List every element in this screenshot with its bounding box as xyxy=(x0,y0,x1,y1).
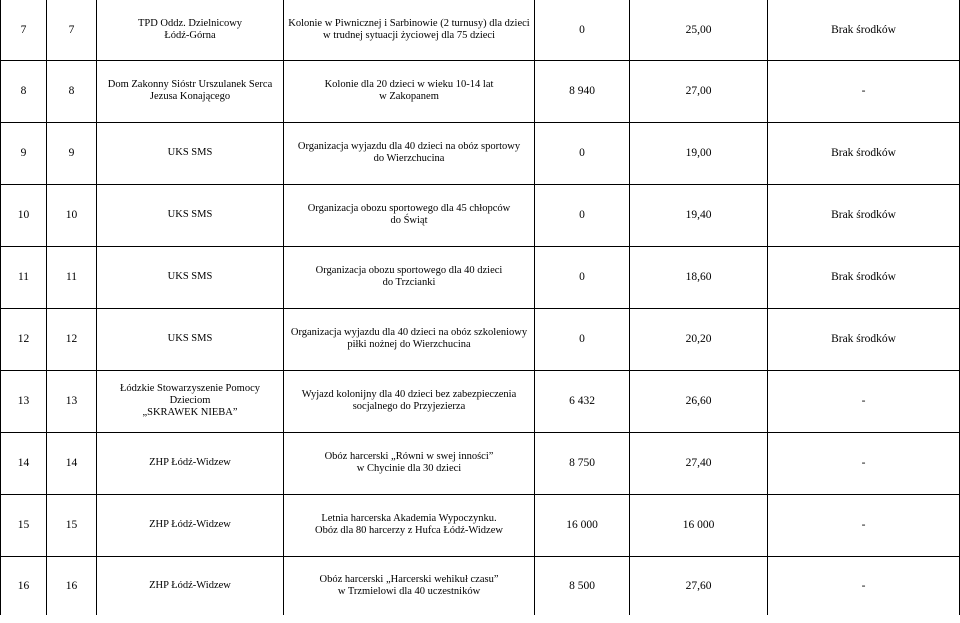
cell-lp-line-1: 15 xyxy=(17,519,30,531)
cell-rate-line-1: 20,20 xyxy=(685,333,712,345)
table-body xyxy=(1,0,960,615)
cell-rate xyxy=(630,370,768,432)
cell-rate-line-1: 26,60 xyxy=(685,395,712,407)
cell-organization xyxy=(97,246,284,308)
cell-amount xyxy=(535,556,630,615)
cell-note-line-1: Brak środków xyxy=(831,147,896,159)
cell-lp-line-1: 10 xyxy=(17,209,30,221)
cell-rate xyxy=(630,60,768,122)
cell-amount-line-1: 16 000 xyxy=(566,519,598,531)
cell-nr xyxy=(47,370,97,432)
cell-rate-line-1: 16 000 xyxy=(682,519,715,531)
cell-nr-line-1: 11 xyxy=(65,271,78,283)
cell-organization xyxy=(97,432,284,494)
cell-nr xyxy=(47,246,97,308)
cell-rate xyxy=(630,0,768,60)
cell-note xyxy=(768,308,960,370)
cell-task xyxy=(284,184,535,246)
cell-lp xyxy=(1,60,47,122)
cell-task xyxy=(284,370,535,432)
cell-amount-line-1: 8 940 xyxy=(569,85,595,97)
cell-rate xyxy=(630,432,768,494)
cell-organization xyxy=(97,122,284,184)
table-row xyxy=(1,246,960,308)
cell-nr-line-1: 13 xyxy=(65,395,78,407)
cell-amount xyxy=(535,246,630,308)
cell-task-line-1: Organizacja obozu sportowego dla 45 chłopców xyxy=(307,203,511,214)
cell-amount-line-1: 0 xyxy=(579,209,585,221)
cell-organization-line-1: UKS SMS xyxy=(167,147,213,158)
cell-lp xyxy=(1,122,47,184)
cell-amount xyxy=(535,0,630,60)
cell-task-line-1: Organizacja wyjazdu dla 40 dzieci na obóz sportowy xyxy=(297,141,521,152)
cell-lp-line-1: 11 xyxy=(17,271,30,283)
cell-nr xyxy=(47,0,97,60)
table-row xyxy=(1,184,960,246)
cell-task-line-1: Obóz harcerski „Równi w swej inności” xyxy=(324,451,494,462)
table-row xyxy=(1,308,960,370)
cell-task xyxy=(284,308,535,370)
cell-nr-line-1: 10 xyxy=(65,209,78,221)
cell-lp xyxy=(1,556,47,615)
cell-rate xyxy=(630,308,768,370)
cell-rate xyxy=(630,246,768,308)
cell-amount-line-1: 8 750 xyxy=(569,457,595,469)
cell-organization-line-1: Łódzkie Stowarzyszenie Pomocy Dzieciom xyxy=(120,383,260,406)
cell-organization-line-1: UKS SMS xyxy=(167,209,213,220)
cell-nr xyxy=(47,184,97,246)
cell-note-line-1: - xyxy=(861,85,866,97)
cell-lp xyxy=(1,370,47,432)
cell-amount-line-1: 0 xyxy=(579,147,585,159)
cell-task-line-1: Letnia harcerska Akademia Wypoczynku. xyxy=(321,513,497,524)
cell-lp-line-1: 14 xyxy=(17,457,30,469)
cell-note-line-1: - xyxy=(861,579,866,592)
cell-rate xyxy=(630,556,768,615)
cell-organization xyxy=(97,556,284,615)
cell-amount-line-1: 0 xyxy=(579,23,585,36)
table-row xyxy=(1,370,960,432)
cell-nr xyxy=(47,60,97,122)
cell-task-line-2: piłki nożnej do Wierzchucina xyxy=(347,339,471,350)
cell-lp xyxy=(1,432,47,494)
cell-nr-line-1: 7 xyxy=(68,23,75,36)
cell-rate-line-1: 27,60 xyxy=(685,579,712,592)
cell-nr-line-1: 16 xyxy=(65,579,78,592)
cell-organization-line-1: ZHP Łódź-Widzew xyxy=(149,457,231,468)
cell-organization xyxy=(97,494,284,556)
cell-organization xyxy=(97,308,284,370)
cell-amount xyxy=(535,60,630,122)
cell-amount-line-1: 0 xyxy=(579,271,585,283)
cell-nr xyxy=(47,494,97,556)
cell-note-line-1: Brak środków xyxy=(831,209,896,221)
cell-task-line-2: do Wierzchucina xyxy=(373,153,445,164)
cell-amount xyxy=(535,308,630,370)
cell-amount xyxy=(535,370,630,432)
cell-nr-line-1: 8 xyxy=(68,85,75,97)
cell-lp xyxy=(1,308,47,370)
cell-lp-line-1: 7 xyxy=(20,23,27,36)
cell-task-line-2: do Trzcianki xyxy=(382,277,436,288)
cell-note-line-1: Brak środków xyxy=(831,23,896,36)
cell-lp xyxy=(1,494,47,556)
cell-lp-line-1: 16 xyxy=(17,579,30,592)
cell-nr-line-1: 15 xyxy=(65,519,78,531)
cell-amount-line-1: 6 432 xyxy=(569,395,595,407)
cell-organization-line-2: „SKRAWEK NIEBA” xyxy=(142,407,238,418)
cell-note xyxy=(768,122,960,184)
cell-nr xyxy=(47,432,97,494)
cell-note-line-1: Brak środków xyxy=(831,333,896,345)
cell-note-line-1: - xyxy=(861,519,866,531)
table-row xyxy=(1,0,960,60)
cell-organization-line-1: ZHP Łódź-Widzew xyxy=(149,519,231,530)
cell-organization xyxy=(97,0,284,60)
cell-lp xyxy=(1,0,47,60)
table-row xyxy=(1,122,960,184)
cell-note xyxy=(768,370,960,432)
cell-note xyxy=(768,556,960,615)
cell-amount-line-1: 0 xyxy=(579,333,585,345)
cell-organization-line-2: Łódź-Górna xyxy=(164,29,216,41)
cell-task xyxy=(284,494,535,556)
cell-lp-line-1: 13 xyxy=(17,395,30,407)
cell-amount xyxy=(535,494,630,556)
cell-lp-line-1: 9 xyxy=(20,147,27,159)
cell-note xyxy=(768,0,960,60)
cell-task-line-2: w Chycinie dla 30 dzieci xyxy=(356,463,462,474)
cell-amount xyxy=(535,122,630,184)
cell-task xyxy=(284,432,535,494)
cell-task-line-1: Organizacja obozu sportowego dla 40 dzieci xyxy=(315,265,503,276)
cell-organization-line-1: UKS SMS xyxy=(167,271,213,282)
cell-rate-line-1: 19,40 xyxy=(685,209,712,221)
cell-note xyxy=(768,184,960,246)
cell-task-line-2: w trudnej sytuacji życiowej dla 75 dzieci xyxy=(322,29,496,41)
cell-task-line-1: Organizacja wyjazdu dla 40 dzieci na obóz szkoleniowy xyxy=(290,327,528,338)
cell-task-line-2: Obóz dla 80 harcerzy z Hufca Łódź-Widzew xyxy=(315,525,503,536)
cell-rate-line-1: 19,00 xyxy=(685,147,712,159)
cell-rate xyxy=(630,184,768,246)
cell-organization xyxy=(97,370,284,432)
cell-note xyxy=(768,494,960,556)
cell-organization xyxy=(97,184,284,246)
cell-note-line-1: - xyxy=(861,395,866,407)
cell-organization-line-1: TPD Oddz. Dzielnicowy xyxy=(137,17,243,29)
cell-note xyxy=(768,60,960,122)
cell-organization-line-2: Jezusa Konającego xyxy=(149,91,231,102)
cell-organization xyxy=(97,60,284,122)
cell-organization-line-1: Dom Zakonny Sióstr Urszulanek Serca xyxy=(107,79,273,90)
cell-nr-line-1: 14 xyxy=(65,457,78,469)
cell-amount xyxy=(535,432,630,494)
cell-task xyxy=(284,0,535,60)
cell-task-line-1: Kolonie dla 20 dzieci w wieku 10-14 lat xyxy=(324,79,494,90)
cell-nr-line-1: 12 xyxy=(65,333,78,345)
cell-task-line-2: w Zakopanem xyxy=(379,91,439,102)
cell-task-line-2: do Świąt xyxy=(390,215,428,226)
cell-lp xyxy=(1,246,47,308)
cell-nr-line-1: 9 xyxy=(68,147,75,159)
cell-rate xyxy=(630,122,768,184)
cell-task-line-2: socjalnego do Przyjezierza xyxy=(352,401,466,412)
table-row xyxy=(1,432,960,494)
cell-nr xyxy=(47,308,97,370)
cell-task xyxy=(284,556,535,615)
table-row xyxy=(1,60,960,122)
cell-note-line-1: Brak środków xyxy=(831,271,896,283)
cell-lp xyxy=(1,184,47,246)
cell-rate xyxy=(630,494,768,556)
cell-lp-line-1: 8 xyxy=(20,85,27,97)
cell-rate-line-1: 18,60 xyxy=(685,271,712,283)
cell-task xyxy=(284,60,535,122)
cell-organization-line-1: ZHP Łódź-Widzew xyxy=(149,579,231,591)
cell-rate-line-1: 27,40 xyxy=(685,457,712,469)
cell-task-line-1: Wyjazd kolonijny dla 40 dzieci bez zabezpieczenia xyxy=(301,389,517,400)
cell-note xyxy=(768,432,960,494)
cell-amount xyxy=(535,184,630,246)
cell-nr xyxy=(47,122,97,184)
cell-task-line-1: Kolonie w Piwnicznej i Sarbinowie (2 turnusy) dla dzieci xyxy=(288,17,530,29)
cell-task-line-2: w Trzmielowi dla 40 uczestników xyxy=(337,585,481,597)
cell-amount-line-1: 8 500 xyxy=(569,579,595,592)
cell-note xyxy=(768,246,960,308)
cell-task xyxy=(284,246,535,308)
table-row xyxy=(1,494,960,556)
cell-lp-line-1: 12 xyxy=(17,333,30,345)
cell-nr xyxy=(47,556,97,615)
cell-task xyxy=(284,122,535,184)
cell-task-line-1: Obóz harcerski „Harcerski wehikuł czasu” xyxy=(319,573,499,585)
cell-rate-line-1: 25,00 xyxy=(685,23,712,36)
cell-organization-line-1: UKS SMS xyxy=(167,333,213,344)
table-row xyxy=(1,556,960,615)
cell-rate-line-1: 27,00 xyxy=(685,85,712,97)
cell-note-line-1: - xyxy=(861,457,866,469)
